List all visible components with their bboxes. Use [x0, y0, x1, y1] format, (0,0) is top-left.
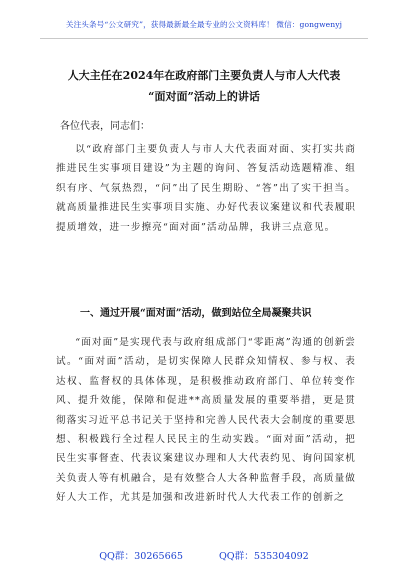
section-heading-1: 一、通过开展“面对面”活动，做到站位全局凝聚共识: [80, 308, 312, 319]
header-banner: 关注头条号“公文研究”，获得最新最全最专业的公文资料库！ 微信：gongwenyj: [65, 20, 343, 29]
footer-contact: [0, 548, 408, 562]
salutation: 各位代表，同志们：: [60, 121, 150, 132]
footer-qq-group-right: QQ群：535304092: [218, 551, 309, 562]
footer-qq-group-left: QQ群：30265665: [99, 551, 183, 562]
body-paragraph-1: 以“政府部门主要负责人与市人大代表面对面、实打实共商推进民生实事项目建设”为主题的询问、答复活动选题精准、组织有序、气氛热烈，“问”出了民生期盼、“答”出了实干担当。就高质量推进民生实事项目实施、办好代表议案建议和代表履职提质增效，进一步擦亮“面对面”活动品牌，我讲三点意见。: [56, 144, 356, 233]
document-title-line-2: “面对面”活动上的讲话: [148, 90, 260, 103]
body-paragraph-2: “面对面”是实现代表与政府组成部门“零距离”沟通的创新尝试。“面对面”活动，是切实保障人民群众知情权、参与权、表达权、监督权的具体体现，是积极推动政府部门、单位转变作风、提升效能，保障和促进**高质量发展的重要举措，更是贯彻落实习近平总书记关于坚持和完善人民代表大会制度的重要思想、积极践行全过程人民民主的生动实践。“面对面”活动，把民生实事督查、代表议案建议办理和人大代表约见、询问国家机关负责人等有机融合，是有效整合人大各种监督手段，高质量做好人大工作，尤其是加强和改进新时代人大代表工作的创新之: [56, 337, 356, 504]
header-divider: [40, 38, 368, 39]
document-title-line-1: 人大主任在2024年在政府部门主要负责人与市人大代表: [67, 69, 341, 82]
